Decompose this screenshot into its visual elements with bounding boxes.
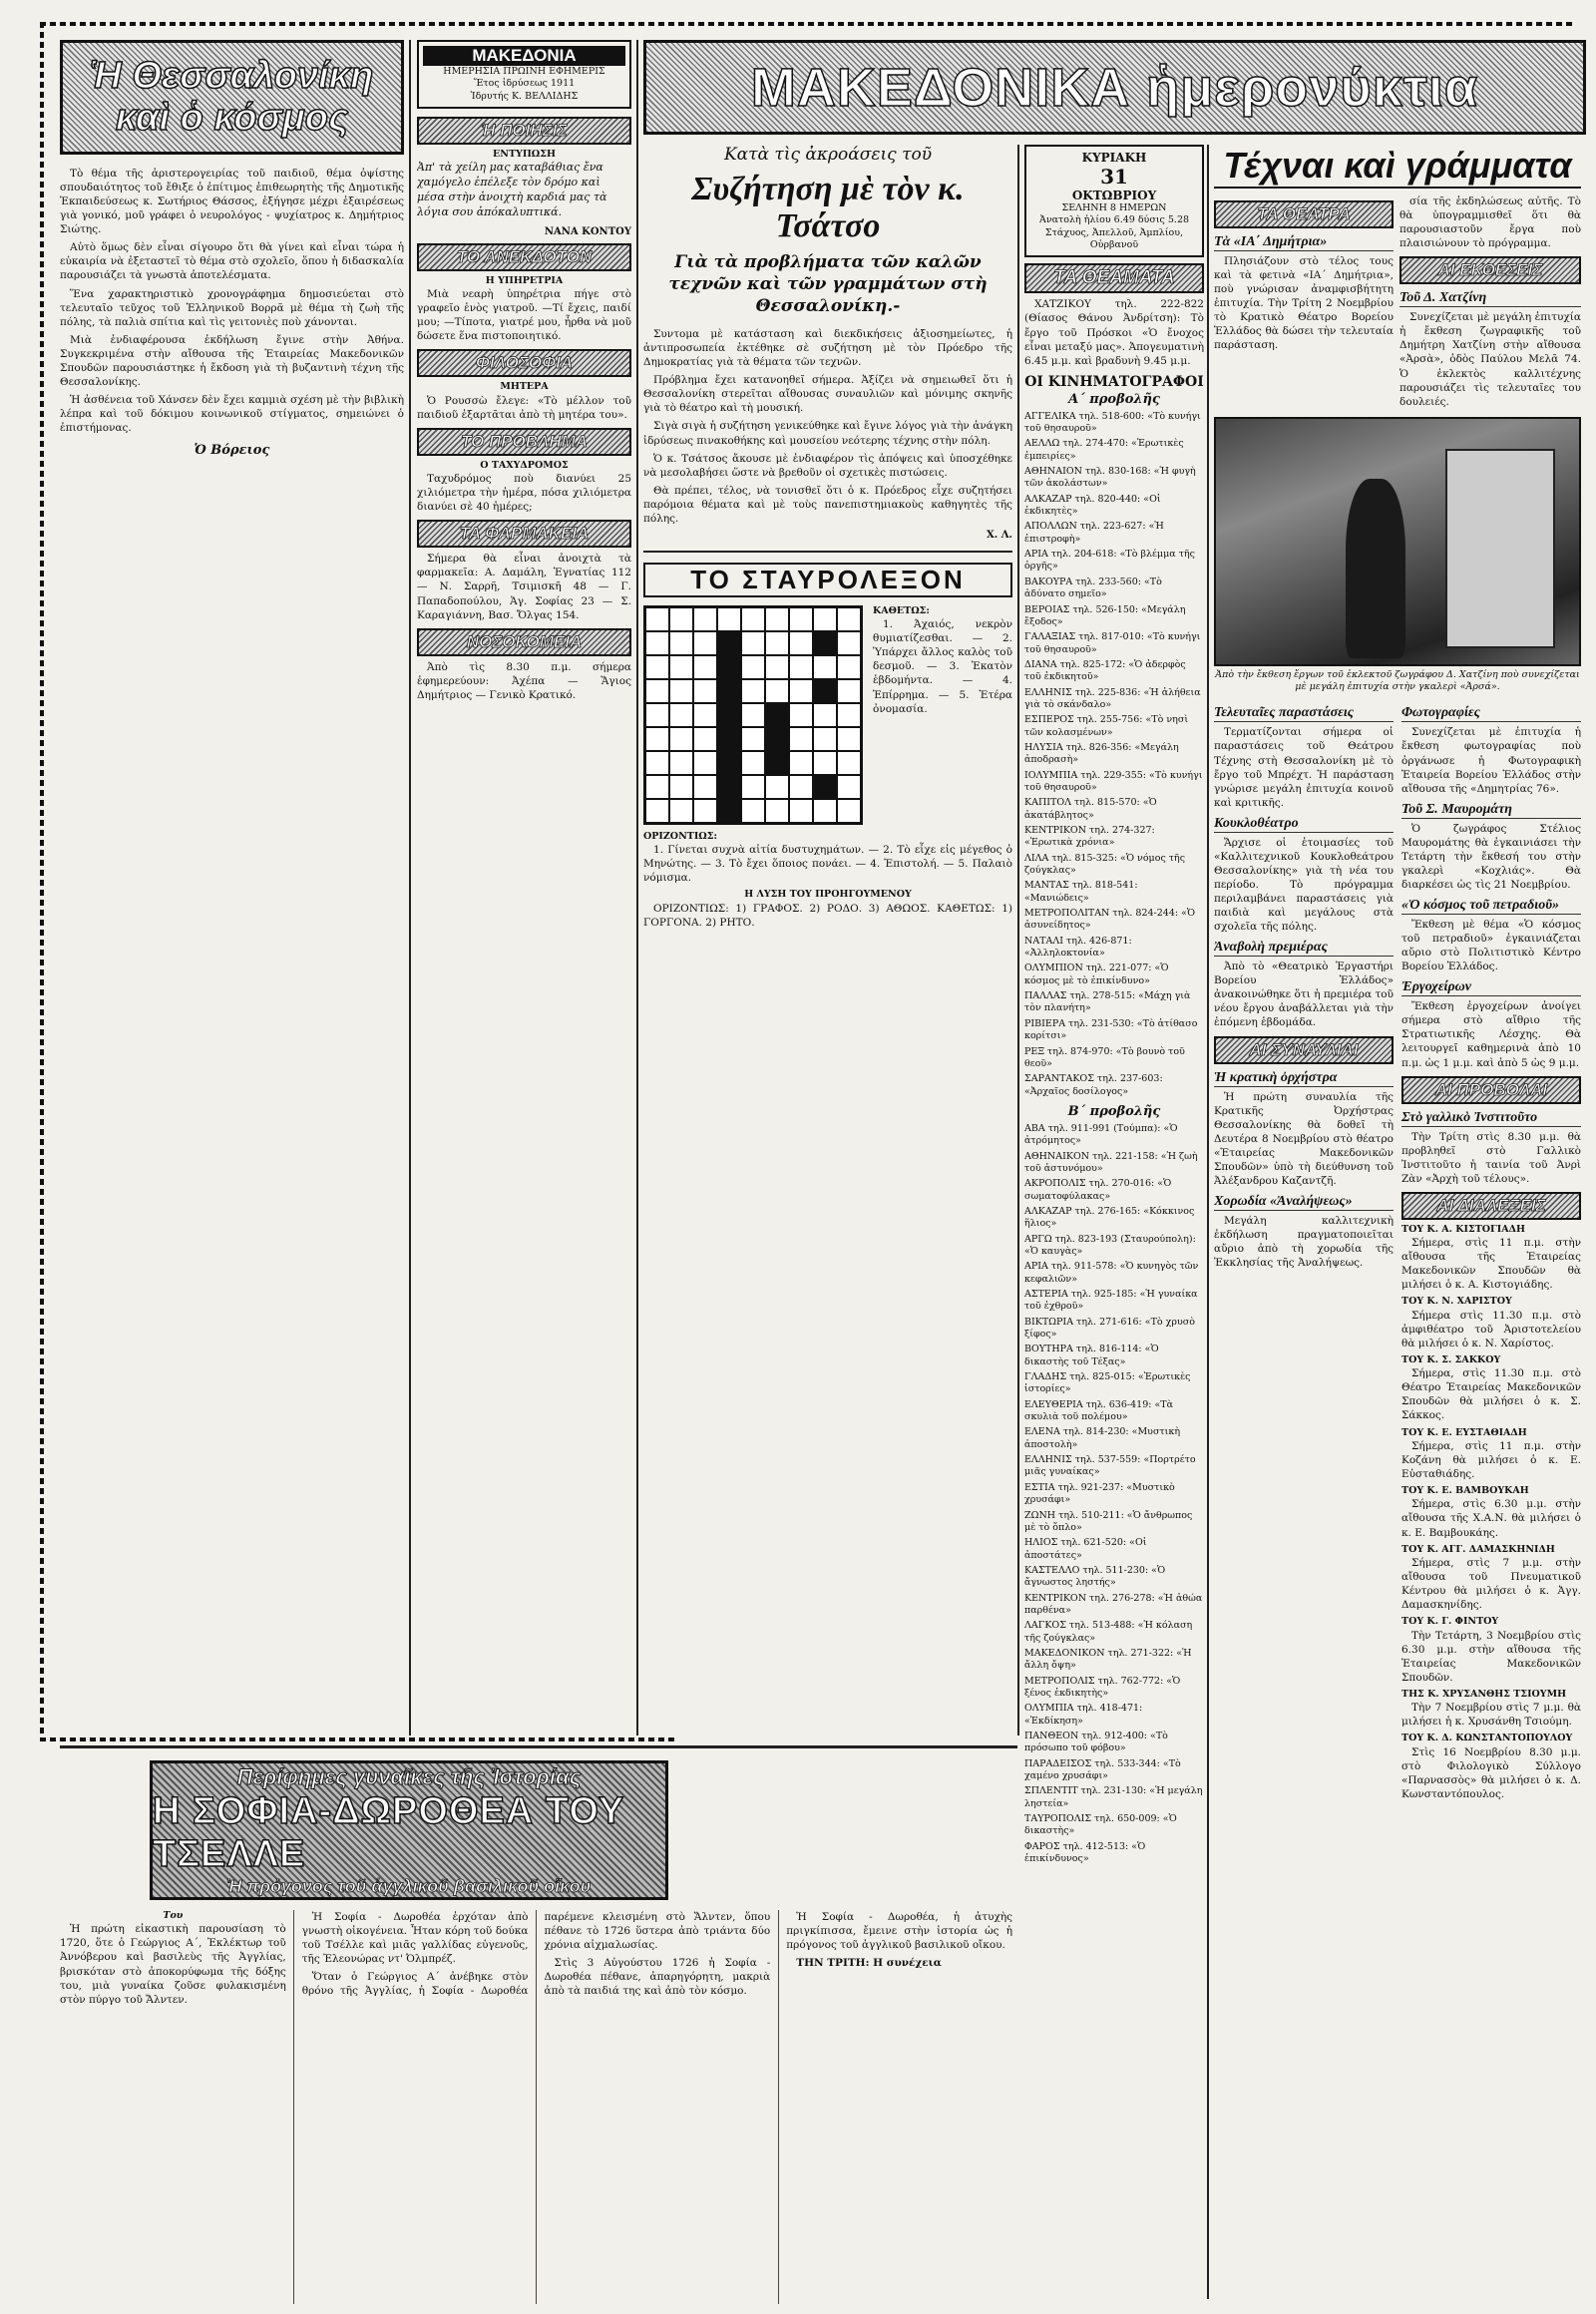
cinema-listing: ΓΛΑΔΗΣ τηλ. 825-015: «Ἐρωτικὲς ἱστορίες» (1024, 1371, 1191, 1395)
mavromatis-header: Τοῦ Σ. Μαυρομάτη (1401, 802, 1581, 819)
cinema-listing: ΓΑΛΑΞΙΑΣ τηλ. 817-010: «Τὸ κυνήγι τοῦ θησαυροῦ» (1024, 631, 1201, 655)
crossword-cell (813, 679, 837, 703)
crossword-cell[interactable] (789, 751, 813, 775)
crossword-cell[interactable] (741, 655, 765, 679)
anecdote-header: ΤΟ ΑΝΕΚΔΟΤΟΝ (417, 243, 631, 271)
cinema-listing: ΟΛΥΜΠΙΟΝ τηλ. 221-077: «Ὁ κόσμος μὲ τὸ ἐπικίνδυνο» (1024, 963, 1169, 986)
crossword-cell[interactable] (693, 727, 717, 751)
poetry-header: Ἡ ΠΟΙΗΣΙΣ (417, 117, 631, 145)
column-arts (1214, 145, 1581, 2299)
cinema-listing: ΔΙΑΝΑ τηλ. 825-172: «Ὁ ἀδερφὸς τοῦ ἐκδικητοῦ» (1024, 658, 1186, 683)
dimitria-text: Πλησιάζουν στὸ τέλος τους καὶ τὰ φετινὰ «ΙΑ΄ Δημήτρια», ποὺ γνώρισαν ἀναμφισβήτητη ἐπιτυχία. Τὴν Τρίτη 2 Νοεμβρίου τὸ Κρατικὸ Θέατρο Βορείου Ἑλλάδος θὰ δώσει τὴν τελευταία παράσταση. (1214, 255, 1394, 352)
lecture-speaker: ΤΟΥ Κ. Γ. ΦΙΝΤΟΥ (1401, 1616, 1499, 1628)
cinema-listing: ΑΘΗΝΑΙΚΟΝ τηλ. 221-158: «Ἡ ζωὴ τοῦ ἀστυνόμου» (1024, 1150, 1198, 1174)
cinema-listing: ΑΘΗΝΑΙΟΝ τηλ. 830-168: «Ἡ φυγὴ τῶν ἀκολάστων» (1024, 466, 1196, 490)
feature-byline: Του (163, 1910, 184, 1921)
cinema-listing: ΑΠΟΛΛΩΝ τηλ. 223-627: «Ἡ ἐπιστροφὴ» (1024, 521, 1164, 545)
crossword-cell[interactable] (669, 655, 693, 679)
lectures-list (1401, 1224, 1581, 1801)
first-run-list (1024, 411, 1204, 1098)
anecdote-title: Η ΥΠΗΡΕΤΡΙΑ (485, 274, 564, 286)
poem-title: ΕΝΤΥΠΩΣΗ (493, 149, 556, 161)
concerts-header: ΑΙ ΣΥΝΑΥΛΙΑΙ (1214, 1036, 1394, 1064)
pharmacy-text: Σήμερα θὰ εἶναι ἀνοιχτὰ τὰ φαρμακεῖα: Α. Δαμάλη, Ἐγνατίας 112 — Ν. Σαρρῆ, Τσιμισκῆ 48 — Γ. Παπαδοπούλου, Ἁγ. Σοφίας 23 — Σ. Καραγιάννη, Βασ. Ὄλγας 154. (417, 553, 631, 621)
cinema-listing: ΠΑΛΛΑΣ τηλ. 278-515: «Μάχη γιὰ τὸν πλανήτη» (1024, 990, 1191, 1014)
calendar-saints: Στάχυος, Ἀπελλοῦ, Ἀμπλίου, Οὐρβανοῦ (1044, 226, 1184, 251)
feature-paragraph: Ἡ Σοφία - Δωροθέα, ἡ ἀτυχὴς πριγκίπισσα, ἔμεινε στὴν ἱστορία ὡς ἡ πρόγονος τοῦ ἀγγλικοῦ βασιλικοῦ οἴκου. (786, 1911, 1012, 1952)
feature-continuation: ΤΗΝ ΤΡΙΤΗ: Η συνέχεια (796, 1957, 942, 1970)
cinema-listing: ΦΑΡΟΣ τηλ. 412-513: «Ὁ ἐπικίνδυνος» (1024, 1840, 1146, 1865)
crossword-cell (717, 703, 741, 727)
column-rule (1207, 145, 1209, 2299)
crossword-solution: ΟΡΙΖΟΝΤΙΩΣ: 1) ΓΡΑΦΟΣ. 2) ΡΟΔΟ. 3) ΑΘΩΟΣ. ΚΑΘΕΤΩΣ: 1) ΓΟΡΓΟΝΑ. 2) ΡΗΤΟ. (643, 902, 1012, 929)
crossword-cell (813, 631, 837, 655)
crossword-cell[interactable] (813, 703, 837, 727)
calendar-day: ΚΥΡΙΑΚΗ (1081, 151, 1147, 165)
lecture-speaker: ΤΗΣ Κ. ΧΡΥΣΑΝΘΗΣ ΤΣΙΟΥΜΗ (1401, 1688, 1567, 1700)
exhibitions-header: ΑΙ ΕΚΘΕΣΕΙΣ (1399, 256, 1581, 284)
poet-name: ΝΑΝΑ ΚΟΝΤΟΥ (544, 225, 631, 237)
crossword-cell (717, 775, 741, 799)
lecture-speaker: ΤΟΥ Κ. Σ. ΣΑΚΚΟΥ (1401, 1353, 1501, 1365)
article-paragraph: Αὐτὸ ὅμως δὲν εἶναι σίγουρο ὅτι θὰ γίνει καὶ εἶναι τώρα ἡ εὐκαιρία νὰ ἐξεταστεῖ τὸ θέμα στὸ σχολεῖο, ὅπου ἡ διδασκαλία παρουσιάζει τὰ γνωστὰ ἀποτελέσματα. (60, 241, 404, 282)
crossword-cell[interactable] (789, 679, 813, 703)
cinema-listing: ΟΛΥΜΠΙΑ τηλ. 418-471: «Ἐκδίκηση» (1024, 1703, 1143, 1727)
crossword-cell[interactable] (837, 727, 861, 751)
lecture-speaker: ΤΟΥ Κ. ΑΓΓ. ΔΑΜΑΣΚΗΝΙΔΗ (1401, 1543, 1555, 1555)
crossword-across-clues: 1. Γίνεται συχνὰ αἰτία δυστυχημάτων. — 2. Τὸ εἶχε εἰς μέγεθος ὁ Μηνώτης. — 3. Τὸ ἔχει ὅποιος πονάει. — 4. Ἐπιστολή. — 5. Παλαιὸ νόμισμα. (643, 844, 1012, 885)
crossword-cell[interactable] (693, 607, 717, 631)
hospital-text: Ἀπὸ τὶς 8.30 π.μ. σήμερα ἐφημερεύουν: Ἀχέπα — Ἅγιος Δημήτριος — Γενικὸ Κρατικό. (417, 660, 631, 701)
lecture-speaker: ΤΟΥ Κ. Ε. ΕΥΣΤΑΘΙΑΔΗ (1401, 1426, 1527, 1438)
cinema-listing: ΕΛΛΗΝΙΣ τηλ. 225-836: «Ἡ ἀλήθεια γιὰ τὸ σκάνδαλο» (1024, 686, 1201, 710)
crossword-cell[interactable] (645, 631, 669, 655)
newspaper-tagline: ΗΜΕΡΗΣΙΑ ΠΡΩΙΝΗ ΕΦΗΜΕΡΙΣ (443, 66, 605, 77)
lecture-speaker: ΤΟΥ Κ. Ε. ΒΑΜΒΟΥΚΑΗ (1401, 1485, 1529, 1497)
arts-text: σία τῆς ἐκδηλώσεως αὐτῆς. Τὸ θὰ ὑπογραμμισθεῖ ὅτι θὰ παρουσιαστοῦν ἔργα ποὺ πλαισιώνουν τὸ πρόγραμμα. (1399, 195, 1581, 250)
lecture-text: Σήμερα, στὶς 11 π.μ. στὴν αἴθουσα τῆς Ἑταιρείας Μακεδονικῶν Σπουδῶν θὰ μιλήσει ὁ κ. Α. Κιστογιάδης. (1401, 1237, 1581, 1292)
masthead-title: ΜΑΚΕΔΟΝΙΚΑ ἡμερονύκτια (750, 57, 1479, 118)
crossword-down-header: ΚΑΘΕΤΩΣ: (873, 604, 930, 616)
anecdote-text: Μιὰ νεαρὴ ὑπηρέτρια πήγε στὸ γραφεῖο ἑνὸς γιατροῦ. —Τί ἔχεις, παιδί μου; —Τίποτα, γιατρέ μου, ἦρθα νὰ μοῦ δώσετε ἕνα πιστοποιητικό. (417, 288, 631, 343)
crossword-cell (717, 727, 741, 751)
cinema-listing: ΜΕΤΡΟΠΟΛΙΣ τηλ. 762-772: «Ὁ ξένος ἐκδικητὴς» (1024, 1675, 1181, 1699)
crossword-cell[interactable] (837, 679, 861, 703)
crossword-cell[interactable] (645, 679, 669, 703)
cinema-listing: ΜΕΤΡΟΠΟΛΙΤΑΝ τηλ. 824-244: «Ὁ ἀσυνείδητος» (1024, 908, 1196, 932)
cinema-listing: ΑΡΙΑ τηλ. 911-578: «Ὁ κυνηγὸς τῶν κεφαλιῶν» (1024, 1261, 1199, 1285)
feature-paragraph: Ὅταν ὁ Γεώργιος Α΄ ἀνέβηκε στὸν θρόνο τῆς Ἀγγλίας, ἡ Σοφία - Δωροθέα παρέμενε κλεισμένη στὸ Ἄλντεν, ὅπου πέθανε τὸ 1726 ὕστερα ἀπὸ τριάντα δύο χρόνια αἰχμαλωσίας. (301, 1911, 771, 1998)
cinema-listing: ΒΙΚΤΩΡΙΑ τηλ. 271-616: «Τὸ χρυσὸ ξίφος» (1024, 1316, 1195, 1341)
cinema-listing: ΤΑΥΡΟΠΟΛΙΣ τηλ. 650-009: «Ὁ δικαστὴς» (1024, 1813, 1177, 1837)
cinema-listing: ΑΚΡΟΠΟΛΙΣ τηλ. 270-016: «Ὁ σωματοφύλακας» (1024, 1178, 1172, 1202)
lecture-text: Σήμερα, στὶς 11 π.μ. στὴν Κοζάνη θὰ μιλήσει ὁ κ. Ε. Εὐσταθιάδης. (1401, 1439, 1581, 1480)
crossword-cell[interactable] (765, 679, 789, 703)
article-paragraph: Μιὰ ἐνδιαφέρουσα ἐκδήλωση ἔγινε στὴν Ἀθήνα. Συγκεκριμένα στὴν αἴθουσα τῆς Ἑταιρείας Μακεδονικῶν Σπουδῶν παρουσιάστηκε ἡ ἔκδοση γιὰ τὴ βυζαντινὴ τέχνη τῆς Θεσσαλονίκης. (60, 333, 404, 388)
feature-subtitle: Ἡ πρόγονος τοῦ ἀγγλικοῦ βασιλικοῦ οἴκου (226, 1875, 592, 1896)
photo-canvas (1445, 449, 1555, 648)
orchestra-header: Ἡ κρατικὴ ὀρχήστρα (1214, 1070, 1394, 1087)
theaters-header: ΤΑ ΘΕΑΜΑΤΑ (1024, 263, 1204, 293)
feature-top-rule (60, 1745, 1017, 1748)
crossword-header: ΤΟ ΣΤΑΥΡΟΛΕΞΟΝ (643, 563, 1012, 597)
crossword-cell[interactable] (645, 799, 669, 823)
problem-header: ΤΟ ΠΡΟΒΛΗΜΑ (417, 428, 631, 456)
calendar-box (1024, 145, 1204, 257)
photography-text: Συνεχίζεται μὲ ἐπιτυχία ἡ ἔκθεση φωτογραφίας ποὺ ὀργάνωσε ἡ Φωτογραφικὴ Ἑταιρεία Βορείου Ἑλλάδος στὴν αἴθουσα τῆς «Δημητρίας 76». (1401, 726, 1581, 795)
cinema-listing: ΠΑΝΘΕΟΝ τηλ. 912-400: «Τὸ πρόσωπο τοῦ φόβου» (1024, 1731, 1168, 1754)
exhibition-subheader: Τοῦ Δ. Χατζίνη (1399, 290, 1581, 307)
lecture-text: Σήμερα, στὶς 6.30 μ.μ. στὴν αἴθουσα τῆς Χ.Α.Ν. θὰ μιλήσει ὁ κ. Ε. Βαμβουκάης. (1401, 1498, 1581, 1539)
crossword-down-clues: 1. Ἀχαιός, νεκρὸν θυμιατίζεσθαι. — 2. Ὑπάρχει ἄλλος καλὸς τοῦ δεσμοῦ. — 3. Ἐκατὸν ἑβδομήντα. — 4. Ἐπίρρημα. — 5. Ἐτέρα ὀνομασία. (873, 618, 1012, 715)
crossword-across-header: ΟΡΙΖΟΝΤΙΩΣ: (643, 830, 717, 842)
cinema-listing: ΕΣΤΙΑ τηλ. 921-237: «Μυστικὸ χρυσάφι» (1024, 1481, 1175, 1506)
crossword-cell[interactable] (813, 727, 837, 751)
crossword-cell[interactable] (645, 727, 669, 751)
orchestra-text: Ἡ πρώτη συναυλία τῆς Κρατικῆς Ὀρχήστρας Θεσσαλονίκης θὰ δοθεῖ τὴ Δευτέρα 8 Νοεμβρίου στὸ θέατρο «Ἑταιρείας Μακεδονικῶν Σπουδῶν» ὑπὸ τὴ διεύθυνση τοῦ Ἀλέξανδρου Καζαντζῆ. (1214, 1090, 1394, 1187)
crossword-cell[interactable] (693, 751, 717, 775)
cinema-listing: ΑΛΚΑΖΑΡ τηλ. 276-165: «Κόκκινος ἥλιος» (1024, 1205, 1195, 1230)
problem-text: Ταχυδρόμος ποὺ διανύει 25 χιλιόμετρα τὴν ἡμέρα, πόσα χιλιόμετρα διανύει σὲ 40 ἡμέρες; (417, 473, 631, 514)
column-rule (1017, 145, 1019, 1736)
column-thessaloniki (60, 40, 404, 1736)
cinema-listing: ΣΑΡΑΝΤΑΚΟΣ τηλ. 237-603: «Ἀρχαῖος δοσίλογος» (1024, 1073, 1163, 1097)
cinema-listing: ΕΛΛΗΝΙΣ τηλ. 537-559: «Πορτρέτο μιᾶς γυναίκας» (1024, 1454, 1196, 1478)
newspaper-founded: Ἔτος ἱδρύσεως 1911 (473, 78, 576, 90)
article-paragraph: Ἡ ἀσθένεια τοῦ Χάνσεν δὲν ἔχει καμμιὰ σχέση μὲ τὴν βιβλικὴ λέπρα καὶ τοῦ δόκιμου κοινωνικοῦ στίγματος, σημειώνει ὁ ἐπιστήμονας. (60, 393, 404, 435)
cinema-listing: ΗΛΙΟΣ τηλ. 621-520: «Οἱ ἀποστάτες» (1024, 1537, 1147, 1561)
lecture-text: Τὴν 7 Νοεμβρίου στὶς 7 μ.μ. θὰ μιλήσει ἡ κ. Χρυσάνθη Τσιούμη. (1401, 1702, 1581, 1729)
article-paragraph: Ὁ κ. Τσάτσος ἄκουσε μὲ ἐνδιαφέρον τὶς ἀπόψεις καὶ ὑποσχέθηκε νὰ μεσολαβήσει ὥστε νὰ βρεθοῦν οἱ σχετικὲς πιστώσεις. (643, 452, 1012, 479)
lecture-text: Σήμερα, στὶς 11.30 π.μ. στὸ Θέατρο Ἑταιρείας Μακεδονικῶν Σπουδῶν θὰ μιλήσει ὁ κ. Σ. Σάκκος. (1401, 1367, 1581, 1422)
crossword-cell[interactable] (645, 703, 669, 727)
crossword-cell (765, 703, 789, 727)
photo-figure (1346, 479, 1405, 658)
arts-title: Τέχναι καὶ γράμματα (1214, 145, 1581, 189)
photo-caption: Ἀπὸ τὴν ἔκθεση ἔργων τοῦ ἐκλεκτοῦ ζωγράφου Δ. Χατζίνη ποὺ συνεχίζεται μὲ μεγάλη ἐπιτυχία στὴν γκαλερὶ «Ἀρσά». (1215, 668, 1580, 693)
feature-paragraph: Ἡ Σοφία - Δωροθέα ἐρχόταν ἀπὸ γνωστὴ οἰκογένεια. Ἦταν κόρη τοῦ δούκα τοῦ Τσέλλε καὶ μιᾶς γαλλίδας εὐγενοῦς, τῆς Ἐλεονώρας ντ' Ὀλμπρέζ. (301, 1911, 529, 1966)
crossword-cell[interactable] (789, 631, 813, 655)
crossword-cell[interactable] (645, 655, 669, 679)
section-header-thessaloniki (60, 40, 404, 155)
crossword-cell[interactable] (669, 799, 693, 823)
crossword-cell[interactable] (669, 775, 693, 799)
crossword-cell[interactable] (789, 799, 813, 823)
crossword-cell (765, 751, 789, 775)
cinema-listing: ΑΡΙΑ τηλ. 204-618: «Τὸ βλέμμα τῆς ὀργῆς» (1024, 549, 1195, 573)
calendar-sun: Ἀνατολὴ ἡλίου 6.49 δύσις 5.28 (1038, 214, 1190, 226)
article-paragraph: Ἕνα χαρακτηριστικὸ χρονογράφημα δημοσιεύεται στὸ τελευταῖο τεῦχος τοῦ Ἑλληνικοῦ Βορρᾶ μὲ θέμα τὴ ζωὴ τῆς πόλης, τὰ παλιὰ σπίτια καὶ τὶς γειτονιὲς ποὺ χάνονται. (60, 287, 404, 328)
crossword-cell[interactable] (765, 655, 789, 679)
gem-world-header: «Ὁ κόσμος τοῦ πετραδιοῦ» (1401, 898, 1581, 915)
crossword-cell[interactable] (717, 607, 741, 631)
philosophy-text: Ὁ Ρουσσὼ ἔλεγε: «Τὸ μέλλον τοῦ παιδιοῦ ἐξαρτᾶται ἀπὸ τὴ μητέρα του». (417, 394, 631, 421)
masthead-banner (643, 40, 1586, 135)
article-paragraph: Συντομα μὲ κατάσταση καὶ διεκδικήσεις ἀξιοσημείωτες, ἡ ἀντιπροσωπεία ἐκτέθηκε σὲ συζήτηση μὲ τὸν Πρόεδρο τῆς Δημοκρατίας γιὰ τὰ θέματα τῶν τεχνῶν. (643, 328, 1012, 369)
handcraft-text: Ἔκθεση ἐργοχείρων ἀνοίγει σήμερα στὸ αἴθριο τῆς Στρατιωτικῆς Λέσχης. Θὰ λειτουργεῖ καθημερινὰ ἀπὸ 10 π.μ. ὡς 1 μ.μ. καὶ ἀπὸ 5 ὡς 9 μ.μ. (1401, 1000, 1581, 1069)
cinema-listing: ΠΑΡΑΔΕΙΣΟΣ τηλ. 533-344: «Τὸ χαμένο χρυσάφι» (1024, 1757, 1181, 1782)
final-shows-header: Τελευταῖες παραστάσεις (1214, 705, 1394, 722)
cinema-listing: ΕΛΕΥΘΕΡΙΑ τηλ. 636-419: «Τὰ σκυλιὰ τοῦ πολέμου» (1024, 1398, 1174, 1423)
first-run-header: Α΄ προβολῆς (1068, 391, 1160, 407)
institute-text: Τὴν Τρίτη στὶς 8.30 μ.μ. θὰ προβληθεῖ στὸ Γαλλικὸ Ἰνστιτοῦτο ἡ ταινία τοῦ Ἀνρὶ Ζὰν «Ἀρχὴ τοῦ τέλους». (1401, 1130, 1581, 1185)
crossword-cell (717, 631, 741, 655)
poem-text: Ἀπ' τὰ χείλη μας καταβάθιας ἔνα χαμόγελο ἐπέλεξε τὸν δρόμο καὶ μέσα στὴν ἀνοιχτὴ καρδιά μας τὰ λόγια σου ἀπόκαλυπτικά. (417, 161, 607, 218)
cinema-listing: ΒΟΥΤΗΡΑ τηλ. 816-114: «Ὁ δικαστὴς τοῦ Τέξας» (1024, 1344, 1159, 1367)
cinema-listing: ΑΕΛΛΩ τηλ. 274-470: «Ἐρωτικὲς ἐμπειρίες» (1024, 438, 1184, 462)
final-shows-text: Τερματίζονται σήμερα οἱ παραστάσεις τοῦ Θεάτρου Τέχνης στὴ Θεσσαλονίκη μὲ τὸ ἔργο τοῦ Μπρέχτ. Ἡ παράσταση γνώρισε μεγάλη ἐπιτυχία κοινοῦ καὶ κριτικῆς. (1214, 726, 1394, 809)
crossword-cell[interactable] (669, 751, 693, 775)
cinema-listing: ΛΙΛΑ τηλ. 815-325: «Ὁ νόμος τῆς ζούγκλας» (1024, 852, 1186, 877)
crossword-grid[interactable] (643, 605, 863, 825)
section-divider (643, 551, 1012, 553)
premiere-delay-text: Ἀπὸ τὸ «Θεατρικὸ Ἐργαστήρι Βορείου Ἑλλάδος» ἀνακοινώθηκε ὅτι ἡ πρεμιέρα τοῦ νέου ἔργου ἀναβάλλεται γιὰ τὴν ἑπόμενη ἑβδομάδα. (1214, 961, 1394, 1029)
crossword-cell[interactable] (789, 607, 813, 631)
crossword-cell[interactable] (813, 751, 837, 775)
cinema-listing: ΙΟΛΥΜΠΙΑ τηλ. 229-355: «Τὸ κυνήγι τοῦ θησαυροῦ» (1024, 769, 1203, 793)
crossword-cell[interactable] (837, 631, 861, 655)
column-rule (636, 40, 638, 1736)
crossword-cell (717, 799, 741, 823)
philosophy-title: ΜΗΤΕΡΑ (500, 381, 549, 393)
cinema-listing: ΒΑΚΟΥΡΑ τηλ. 233-560: «Τὸ ἀδύνατο σημεῖο» (1024, 576, 1162, 600)
article-kicker: Κατὰ τὶς ἀκροάσεις τοῦ (723, 145, 933, 165)
lectures-header: ΑΙ ΔΙΑΛΕΞΕΙΣ (1401, 1192, 1581, 1220)
crossword-cell (717, 679, 741, 703)
crossword-cell[interactable] (741, 727, 765, 751)
column-interview (643, 145, 1012, 1736)
cinema-listing: ΚΑΠΙΤΟΛ τηλ. 815-570: «Ὁ ἀκατάβλητος» (1024, 797, 1157, 821)
top-border (40, 22, 1576, 26)
lecture-speaker: ΤΟΥ Κ. Α. ΚΙΣΤΟΓΙΑΔΗ (1401, 1223, 1525, 1235)
newspaper-owner: Ἰδρυτής Κ. ΒΕΛΛΙΔΗΣ (470, 90, 579, 102)
crossword-cell[interactable] (693, 775, 717, 799)
crossword-cell[interactable] (669, 727, 693, 751)
exhibition-text: Συνεχίζεται μὲ μεγάλη ἐπιτυχία ἡ ἔκθεση ζωγραφικῆς τοῦ Δημήτρη Χατζίνη στὴν αἴθουσα «Ἀρσὰ», ὁδὸς Παύλου Μελᾶ 74. Ὁ ἐκλεκτὸς καλλιτέχνης παρουσιάζει τὶς τελευταῖες του δουλειές. (1399, 311, 1581, 408)
crossword-cell[interactable] (765, 631, 789, 655)
premiere-delay-header: Ἀναβολὴ πρεμιέρας (1214, 940, 1394, 957)
mavromatis-text: Ὁ ζωγράφος Στέλιος Μαυρομάτης θὰ ἐγκαινιάσει τὴν Τετάρτη τὴν ἔκθεσή του στὴν γκαλερὶ «Κοχλιάς». Θὰ διαρκέσει ὡς τὶς 21 Νοεμβρίου. (1401, 822, 1581, 891)
left-border (40, 22, 44, 1737)
crossword-cell[interactable] (837, 799, 861, 823)
cinema-listing: ΣΠΛΕΝΤΙΤ τηλ. 231-130: «Ἡ μεγάλη ληστεία» (1024, 1785, 1203, 1809)
crossword-cell[interactable] (669, 679, 693, 703)
crossword-cell (813, 775, 837, 799)
article-paragraph: Σιγὰ σιγὰ ἡ συζήτηση γενικεύθηκε καὶ ἔγινε λόγος γιὰ τὴν ἀνάγκη ἱδρύσεως πινακοθήκης καὶ μουσείου νεότερης τέχνης στὴν πόλη. (643, 420, 1012, 447)
column-misc (417, 40, 631, 1736)
cinemas-header: ΟΙ ΚΙΝΗΜΑΤΟΓΡΑΦΟΙ (1024, 373, 1204, 390)
crossword-cell[interactable] (837, 703, 861, 727)
feature-kicker: Περίφημες γυναῖκες τῆς Ἱστορίας (236, 1763, 582, 1789)
second-run-list (1024, 1123, 1204, 1866)
cinema-listing: ΜΑΚΕΔΟΝΙΚΟΝ τηλ. 271-322: «Ἡ ἄλλη ὄψη» (1024, 1647, 1192, 1672)
column-signature: Ὁ Βόρειος (194, 443, 270, 459)
cinema-listing: ΝΑΤΑΛΙ τηλ. 426-871: «Ἀλληλοκτονία» (1024, 935, 1132, 960)
feature-headline: Η ΣΟΦΙΑ-ΔΩΡΟΘΕΑ ΤΟΥ ΤΣΕΛΛΕ (153, 1789, 625, 1875)
crossword-cell[interactable] (741, 751, 765, 775)
crossword-cell[interactable] (645, 775, 669, 799)
photography-header: Φωτογραφίες (1401, 705, 1581, 722)
cinema-listing: ΖΩΝΗ τηλ. 510-211: «Ὁ ἄνθρωπος μὲ τὸ ὅπλο» (1024, 1509, 1193, 1533)
second-run-header: Β΄ προβολῆς (1067, 1103, 1161, 1119)
cinema-listing: ΕΣΠΕΡΟΣ τηλ. 255-756: «Τὸ νησὶ τῶν κολασμένων» (1024, 714, 1189, 738)
feature-paragraph: Στὶς 3 Αὐγούστου 1726 ἡ Σοφία - Δωροθέα πέθανε, ἀπαρηγόρητη, μακριὰ ἀπὸ τὰ παιδιά της καὶ ἀπὸ τὸν κόσμο. (544, 1957, 771, 1998)
crossword-cell[interactable] (813, 799, 837, 823)
calendar-month: ΟΚΤΩΒΡΙΟΥ (1071, 189, 1157, 202)
calendar-date: 31 (1100, 165, 1128, 189)
article-paragraph: Θὰ πρέπει, τέλος, νὰ τονισθεῖ ὅτι ὁ κ. Πρόεδρος εἶχε συζητήσει παρόμοια θέματα καὶ μὲ τοὺς πανεπιστημιακοὺς καθηγητὲς τῆς πόλης. (643, 484, 1012, 525)
crossword-cell[interactable] (645, 607, 669, 631)
gem-world-text: Ἔκθεση μὲ θέμα «Ὁ κόσμος τοῦ πετραδιοῦ» ἐγκαινιάζεται αὔριο στὸ Πολιτιστικὸ Κέντρο Βορείου Ἑλλάδος. (1401, 919, 1581, 973)
problem-title: Ο ΤΑΧΥΔΡΟΜΟΣ (480, 459, 569, 471)
cinema-listing: ΛΑΓΚΟΣ τηλ. 513-488: «Ἡ κόλαση τῆς ζούγκλας» (1024, 1620, 1193, 1644)
cinema-listing: ΑΛΚΑΖΑΡ τηλ. 820-440: «Οἱ ἐκδικητὲς» (1024, 493, 1161, 518)
crossword-cell[interactable] (813, 655, 837, 679)
handcraft-header: Ἐργοχείρων (1401, 979, 1581, 996)
article-subtitle: Γιὰ τὰ προβλήματα τῶν καλῶν τεχνῶν καὶ τῶν γραμμάτων στὴ Θεσσαλονίκη.- (668, 251, 988, 316)
puppet-theatre-text: Ἄρχισε οἱ ἑτοιμασίες τοῦ «Καλλιτεχνικοῦ Κουκλοθεάτρου Θεσσαλονίκης» γιὰ τὴ νέα του περίοδο. Τὸ πρόγραμμα περιλαμβάνει παραστάσεις γιὰ παιδιὰ καὶ μεγάλους στὰ σχολεῖα τῆς πόλης. (1214, 836, 1394, 934)
cinema-listing: ΑΣΤΕΡΙΑ τηλ. 925-185: «Ἡ γυναίκα τοῦ ἐχθροῦ» (1024, 1289, 1198, 1313)
crossword-cell[interactable] (789, 727, 813, 751)
crossword-cell[interactable] (789, 775, 813, 799)
institute-header: Στὸ γαλλικὸ Ἰνστιτοῦτο (1401, 1110, 1581, 1127)
lecture-text: Σήμερα, στὶς 7 μ.μ. στὴν αἴθουσα τοῦ Πνευματικοῦ Κέντρου θὰ μιλήσει ὁ κ. Ἀγγ. Δαμασκηνίδης. (1401, 1556, 1581, 1612)
dimitria-header: Τὰ «ΙΑ΄ Δημήτρια» (1214, 234, 1394, 251)
crossword-cell (765, 727, 789, 751)
crossword-cell[interactable] (741, 703, 765, 727)
section-header-text: Ἡ Θεσσαλονίκη καὶ ὁ κόσμος (90, 54, 374, 139)
crossword-cell[interactable] (741, 631, 765, 655)
cinema-listing: ΗΛΥΣΙΑ τηλ. 826-356: «Μεγάλη ἀποδρασὴ» (1024, 741, 1179, 766)
cinema-listing: ΜΑΝΤΑΣ τηλ. 818-541: «Μανιώδεις» (1024, 880, 1138, 904)
crossword-cell[interactable] (741, 679, 765, 703)
crossword-cell[interactable] (837, 655, 861, 679)
feature-body (60, 1910, 1012, 2304)
mid-border (40, 1737, 678, 1741)
crossword-cell[interactable] (669, 631, 693, 655)
crossword-cell[interactable] (765, 607, 789, 631)
crossword-cell[interactable] (765, 775, 789, 799)
crossword-cell[interactable] (741, 775, 765, 799)
crossword-cell[interactable] (693, 631, 717, 655)
theater-listing: ΧΑΤΖΙΚΟΥ τηλ. 222-822 (Θίασος Θάνου Ἀνδρίτση): Τὸ ἔργο τοῦ Πρόσκοι «Ὁ ἔνοχος εἶναι μεταξύ μας». Ἀπογευματινὴ 6.45 μ.μ. καὶ βραδυνὴ 9.45 μ.μ. (1024, 298, 1204, 367)
cinema-listing: ΑΒΑ τηλ. 911-991 (Τούμπα): «Ὁ ἀτρόμητος» (1024, 1122, 1178, 1147)
column-listings (1024, 145, 1204, 2299)
theatre-header: ΤΑ ΘΕΑΤΡΑ (1214, 200, 1394, 228)
pharmacy-header: ΤΑ ΦΑΡΜΑΚΕΙΑ (417, 520, 631, 548)
cinema-listing: ΕΛΕΝΑ τηλ. 814-230: «Μυστικὴ ἀποστολὴ» (1024, 1426, 1181, 1450)
hospital-header: ΝΟΣΟΚΟΜΕΙΑ (417, 628, 631, 656)
cinema-listing: ΡΙΒΙΕΡΑ τηλ. 231-530: «Τὸ ἀτίθασο κορίτσι» (1024, 1017, 1198, 1042)
crossword-cell[interactable] (693, 799, 717, 823)
cinema-listing: ΚΑΣΤΕΛΛΟ τηλ. 511-230: «Ὁ ἄγνωστος ληστής» (1024, 1564, 1166, 1589)
article-headline: Συζήτηση μὲ τὸν κ. Τσάτσο (691, 171, 965, 245)
crossword-cell[interactable] (765, 799, 789, 823)
crossword-cell (717, 751, 741, 775)
philosophy-header: ΦΙΛΟΣΟΦΙΑ (417, 349, 631, 377)
calendar-moon: ΣΕΛΗΝΗ 8 ΗΜΕΡΩΝ (1061, 202, 1167, 213)
crossword-solution-header: Η ΛΥΣΗ ΤΟΥ ΠΡΟΗΓΟΥΜΕΝΟΥ (744, 889, 912, 901)
crossword-cell[interactable] (837, 751, 861, 775)
puppet-theatre-header: Κουκλοθέατρο (1214, 816, 1394, 833)
lecture-text: Τὴν Τετάρτη, 3 Νοεμβρίου στὶς 6.30 μ.μ. στὴν αἴθουσα τῆς Ἑταιρείας Μακεδονικῶν Σπουδῶν. (1401, 1629, 1581, 1684)
crossword-cell[interactable] (669, 607, 693, 631)
article-paragraph: Τὸ θέμα τῆς ἀριστερογειρίας τοῦ παιδιοῦ, θέμα ὀψίστης σπουδαιότητος τοῦ ἔθιξε ὁ ἐπίτιμος ἐπιθεωρητὴς τῆς Δημοτικῆς Ἐκπαιδεύσεως κ. Σωτήριος Θάσσος, ἐξήγησε μέχρι ἐξαιρέσεως γιὰ γονικό, μοῦ γράφει ὁ νευρολόγος - ψυχίατρος κ. Δημήτριος Σιώτης. (60, 168, 404, 236)
choir-header: Χορωδία «Ἀναλήψεως» (1214, 1194, 1394, 1211)
lecture-speaker: ΤΟΥ Κ. Ν. ΧΑΡΙΣΤΟΥ (1401, 1296, 1512, 1308)
cinema-listing: ΑΡΓΩ τηλ. 823-193 (Σταυρούπολη): «Ὁ καυγὰς» (1024, 1233, 1196, 1257)
cinema-listing: ΡΕΞ τηλ. 874-970: «Τὸ βουνὸ τοῦ θεοῦ» (1024, 1045, 1185, 1069)
lecture-text: Στὶς 16 Νοεμβρίου 8.30 μ.μ. στὸ Φιλολογικὸ Σύλλογο «Παρνασσὸς» θὰ μιλήσει ὁ κ. Δ. Κωνσταντόπουλος. (1401, 1745, 1581, 1800)
newspaper-masthead-box (417, 40, 631, 109)
choir-text: Μεγάλη καλλιτεχνικὴ ἐκδήλωση πραγματοποιεῖται αὔριο ἀπὸ τὴ χορωδία τῆς Ἐκκλησίας τῆς Ἀναλήψεως. (1214, 1214, 1394, 1270)
newspaper-logo: ΜΑΚΕΔΟΝΙΑ (423, 46, 625, 66)
screenings-header: ΑΙ ΠΡΟΒΟΛΑΙ (1401, 1076, 1581, 1104)
cinema-listing: ΚΕΝΤΡΙΚΟΝ τηλ. 276-278: «Ἡ ἀθώα παρθένα» (1024, 1592, 1203, 1616)
feature-paragraph: Ἡ πρώτη εἰκαστικὴ παρουσίαση τὸ 1720, ὅτε ὁ Γεώργιος Α΄, Ἐκλέκτωρ τοῦ Ἀννόβερου καὶ βασιλεὺς τῆς Ἀγγλίας, βρισκόταν στὸ ἀποκορύφωμα τῆς δόξης του, μιὰ γυναίκα ζοῦσε φυλακισμένη στὸν πύργο τοῦ Ἄλντεν. (60, 1923, 286, 2006)
column-rule (409, 40, 411, 1736)
crossword-cell[interactable] (645, 751, 669, 775)
crossword-cell[interactable] (741, 799, 765, 823)
lecture-speaker: ΤΟΥ Κ. Δ. ΚΩΝΣΤΑΝΤΟΠΟΥΛΟΥ (1401, 1733, 1573, 1744)
crossword-cell[interactable] (837, 607, 861, 631)
cinema-listing: ΑΓΓΕΛΙΚΑ τηλ. 518-600: «Τὸ κυνήγι τοῦ θησαυροῦ» (1024, 410, 1201, 435)
crossword-cell[interactable] (837, 775, 861, 799)
article-signature: Χ. Λ. (987, 529, 1012, 541)
lecture-text: Σήμερα στὶς 11.30 π.μ. στὸ ἀμφιθέατρο τοῦ Ἀριστοτελείου θὰ μιλήσει ὁ κ. Ν. Χαρίστος. (1401, 1309, 1581, 1350)
cinema-listing: ΒΕΡΟΙΑΣ τηλ. 526-150: «Μεγάλη ἔξοδος» (1024, 603, 1186, 627)
crossword-cell[interactable] (693, 679, 717, 703)
crossword-cell[interactable] (669, 703, 693, 727)
crossword-cell[interactable] (693, 703, 717, 727)
crossword-cell[interactable] (789, 703, 813, 727)
crossword-cell (717, 655, 741, 679)
cinema-listing: ΚΕΝΤΡΙΚΟΝ τηλ. 274-327: «Ἐρωτικὰ χρόνια» (1024, 825, 1155, 849)
crossword-cell[interactable] (741, 607, 765, 631)
feature-banner (150, 1760, 668, 1900)
crossword-cell[interactable] (813, 607, 837, 631)
crossword-cell[interactable] (693, 655, 717, 679)
exhibition-photo (1214, 417, 1581, 666)
article-paragraph: Πρόβλημα ἔχει κατανοηθεῖ σήμερα. Ἀξίζει νὰ σημειωθεῖ ὅτι ἡ Θεσσαλονίκη στερεῖται αἴθουσας συναυλιῶν καὶ μόνιμης σκηνῆς γιὰ τὸ θέατρο καὶ τὴ μουσική. (643, 374, 1012, 415)
crossword-cell[interactable] (789, 655, 813, 679)
